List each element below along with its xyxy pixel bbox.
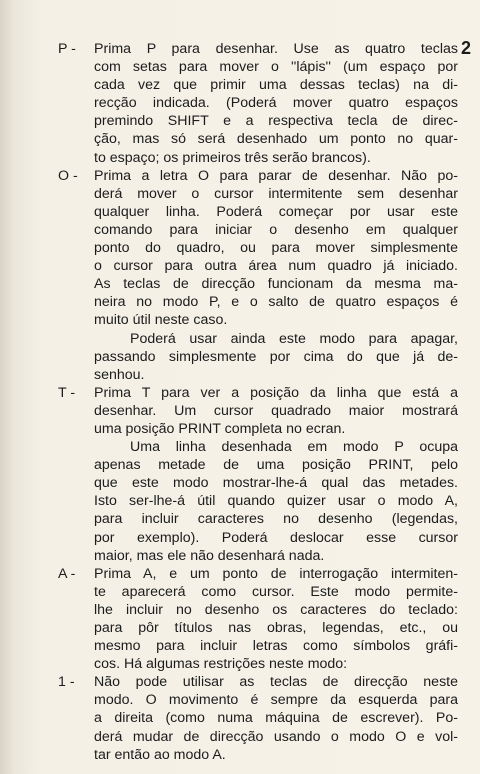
entry-marker: A - (58, 565, 76, 582)
entry-marker: O - (58, 167, 78, 184)
text-line: uma posição PRINT completa no ecran. (94, 420, 346, 437)
text-line: lhe incluir no desenho os caracteres do teclado: (94, 601, 458, 618)
entry-marker: P - (58, 41, 76, 57)
text-line: muito útil neste caso. (94, 312, 228, 329)
text-line: cada vez que primir uma dessas teclas) na di- (94, 77, 458, 94)
text-line: Não pode utilisar as teclas de direcção neste (94, 674, 458, 691)
text-line: tar então ao modo A. (94, 746, 226, 763)
text-line: ção, mas só será desenhado um ponto no quar- (94, 131, 458, 148)
entry-marker: T - (58, 384, 76, 401)
text-line: derá mudar de direcção usando o modo O e vol- (94, 728, 458, 745)
page-number: 2 (461, 38, 472, 58)
text-line: te aparecerá como cursor. Este modo permite- (94, 583, 458, 600)
text-line: a direita (como numa máquina de escrever). Po- (94, 710, 458, 727)
text-line: neira no modo P, e o salto de quatro espaços é (94, 294, 458, 311)
text-line: senhou. (94, 366, 145, 383)
entry-o (58, 167, 458, 384)
entry-a (58, 565, 458, 674)
text-line: por exemplo). Poderá deslocar esse cursor (94, 529, 458, 546)
text-line: As teclas de direcção funcionam da mesma ma- (94, 276, 458, 293)
text-line: Poderá usar ainda este modo para apagar, (130, 330, 458, 347)
text-line: mesmo para incluir letras como símbolos gráfi- (94, 638, 458, 655)
text-line: apenas metade de uma posição PRINT, pelo (94, 457, 458, 474)
text-line: recção indicada. (Poderá mover quatro espaços (94, 95, 458, 112)
text-line: comando para iniciar o desenho em qualquer (94, 221, 458, 238)
entry-marker: 1 - (58, 674, 75, 691)
entry-p (58, 40, 458, 167)
entry-t (58, 384, 458, 565)
text-line: to espaço; os primeiros três serão brancos). (94, 149, 371, 166)
instructions-list (58, 40, 458, 764)
text-line: para incluir caracteres no desenho (legendas, (94, 511, 458, 528)
text-line: o cursor para outra área num quadro já iniciado. (94, 258, 458, 275)
text-line: que este modo mostrar-lhe-á qual das metades. (94, 475, 458, 492)
text-line: Isto ser-lhe-á útil quando quizer usar o modo A, (94, 493, 458, 510)
text-line: passando simplesmente por cima do que já de- (94, 348, 458, 365)
text-line: premindo SHIFT e a respectiva tecla de direc- (94, 113, 458, 130)
text-line: para pôr títulos nas obras, legendas, etc., ou (94, 620, 458, 636)
text-line: derá mover o cursor intermitente sem desenhar (94, 185, 458, 202)
text-line: ponto do quadro, ou para mover simplesmente (94, 240, 458, 257)
text-line: cos. Há algumas restrições neste modo: (94, 656, 348, 673)
text-line: Prima a letra O para parar de desenhar. Não po- (94, 167, 458, 184)
entry-1 (58, 673, 458, 763)
text-line: maior, mas ele não desenhará nada. (94, 547, 325, 564)
text-line: desenhar. Um cursor quadrado maior mostrará (94, 402, 458, 419)
text-line: Prima A, e um ponto de interrogação intermiten- (94, 565, 458, 582)
text-line: Prima T para ver a posição da linha que está a (94, 384, 458, 401)
text-line: Uma linha desenhada em modo P ocupa (130, 439, 458, 456)
text-line: com setas para mover o ''lápis'' (um espaço por (94, 59, 458, 76)
text-line: qualquer linha. Poderá começar por usar este (94, 203, 458, 220)
text-line: modo. O movimento é sempre da esquerda para (94, 692, 458, 709)
text-line: Prima P para desenhar. Use as quatro teclas (94, 41, 458, 57)
